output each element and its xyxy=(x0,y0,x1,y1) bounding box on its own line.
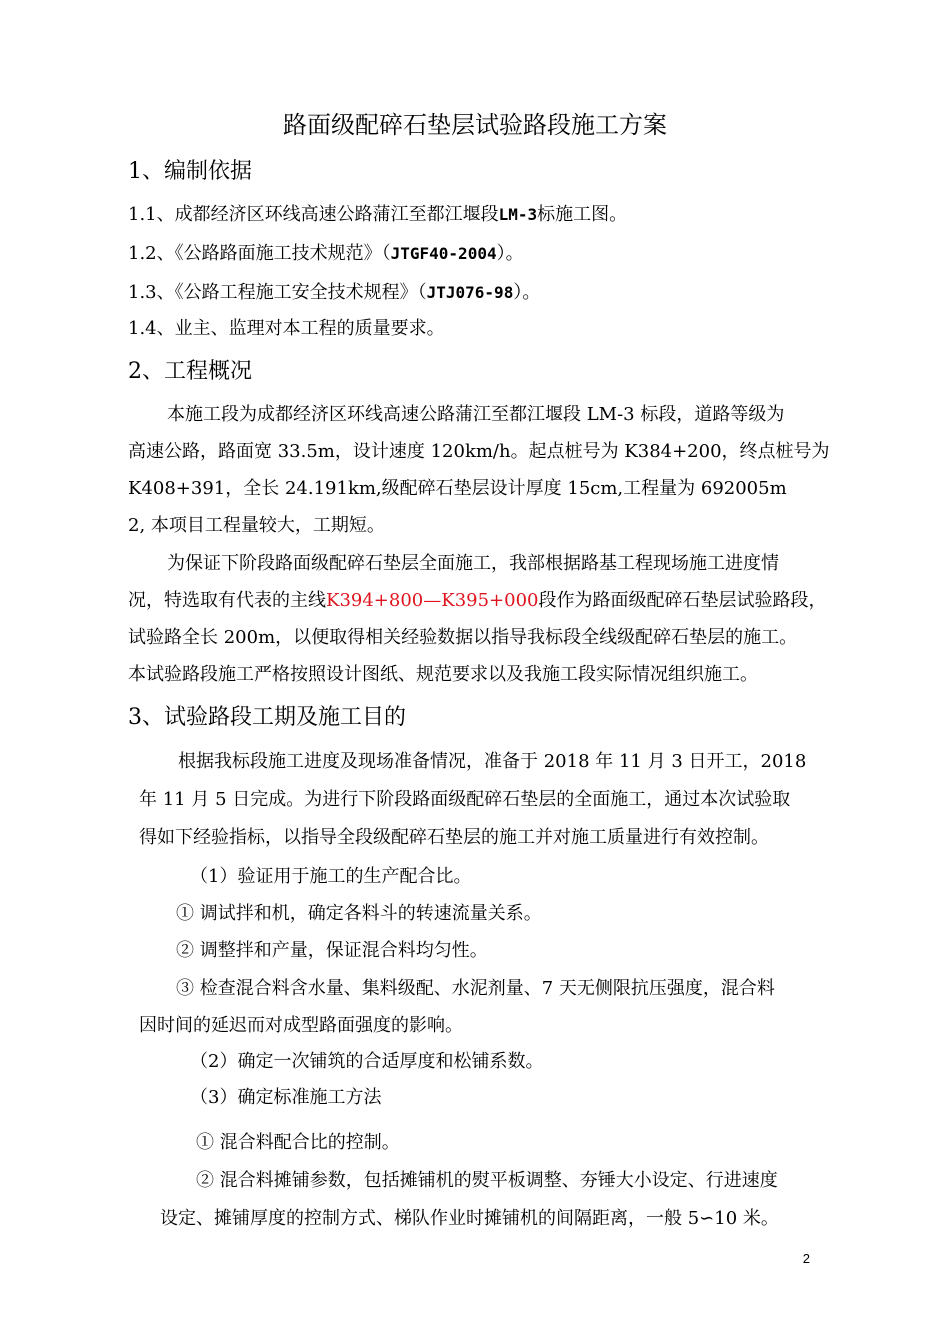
list-item-3: （3）确定标准施工方法 xyxy=(190,1087,382,1108)
highlighted-station-range: K394+800—K395+000 xyxy=(326,590,539,611)
item-2-text: 1.2、《公路路面施工技术规范》（ xyxy=(128,243,391,264)
line-text: 况，特选取有代表的主线 xyxy=(128,590,326,611)
section-3-heading: 3、试验路段工期及施工目的 xyxy=(128,705,406,730)
section-2-paragraph-1-line-3: K408+391，全长 24.191km,级配碎石垫层设计厚度 15cm,工程量为 692005m xyxy=(128,478,787,499)
list-item-2: （2）确定一次铺筑的合适厚度和松铺系数。 xyxy=(190,1051,544,1072)
list-item-3a: ① 混合料配合比的控制。 xyxy=(196,1132,400,1153)
item-1-suffix: 标施工图。 xyxy=(537,204,628,225)
page-number: 2 xyxy=(802,1251,810,1266)
section-3-paragraph-line-3: 得如下经验指标，以指导全段级配碎石垫层的施工并对施工质量进行有效控制。 xyxy=(139,827,769,848)
item-3-suffix: ）。 xyxy=(513,282,541,303)
section-2-paragraph-2-line-3: 试验路全长 200m，以便取得相关经验数据以指导我标段全线级配碎石垫层的施工。 xyxy=(128,627,798,648)
section-2-paragraph-2-line-4: 本试验路段施工严格按照设计图纸、规范要求以及我施工段实际情况组织施工。 xyxy=(128,664,758,685)
document-title: 路面级配碎石垫层试验路段施工方案 xyxy=(283,111,667,139)
list-item-1a: ① 调试拌和机，确定各料斗的转速流量关系。 xyxy=(176,903,542,924)
section-1-item-2 xyxy=(128,242,524,266)
section-2-paragraph-2-line-1: 为保证下阶段路面级配碎石垫层全面施工，我部根据路基工程现场施工进度情 xyxy=(167,553,779,574)
list-item-1b: ② 调整拌和产量，保证混合料均匀性。 xyxy=(176,940,488,961)
section-1-heading: 1、编制依据 xyxy=(128,159,252,184)
item-3-text: 1.3、《公路工程施工安全技术规程》（ xyxy=(128,282,427,303)
section-1-item-1 xyxy=(128,203,627,227)
section-2-paragraph-1-line-1: 本施工段为成都经济区环线高速公路蒲江至都江堰段 LM-3 标段，道路等级为 xyxy=(167,404,785,425)
list-item-1c-line-2: 因时间的延迟而对成型路面强度的影响。 xyxy=(139,1015,463,1036)
section-3-paragraph-line-1: 根据我标段施工进度及现场准备情况，准备于 2018 年 11 月 3 日开工，2018 xyxy=(178,751,807,772)
list-item-3b-line-1: ② 混合料摊铺参数，包括摊铺机的熨平板调整、夯锤大小设定、行进速度 xyxy=(196,1170,778,1191)
line-suffix: 段作为路面级配碎石垫层试验路段， xyxy=(538,590,827,611)
section-1-item-4: 1.4、业主、监理对本工程的质量要求。 xyxy=(128,318,445,339)
list-item-1: （1）验证用于施工的生产配合比。 xyxy=(190,866,472,887)
item-2-suffix: ）。 xyxy=(496,243,524,264)
list-item-1c-line-1: ③ 检查混合料含水量、集料级配、水泥剂量、7 天无侧限抗压强度，混合料 xyxy=(176,978,775,999)
section-3-paragraph-line-2: 年 11 月 5 日完成。为进行下阶段路面级配碎石垫层的全面施工，通过本次试验取 xyxy=(139,789,791,810)
section-2-paragraph-1-line-2: 高速公路，路面宽 33.5m，设计速度 120km/h。起点桩号为 K384+200，终点桩号为 xyxy=(128,441,830,462)
item-1-code: LM-3 xyxy=(498,205,538,224)
section-1-item-3 xyxy=(128,281,540,305)
item-1-text: 1.1、成都经济区环线高速公路蒲江至都江堰段 xyxy=(128,204,499,225)
section-2-heading: 2、工程概况 xyxy=(128,359,252,384)
section-2-paragraph-1-line-4: 2, 本项目工程量较大，工期短。 xyxy=(128,515,385,536)
item-3-code: JTJ076-98 xyxy=(426,283,514,302)
list-item-3b-line-2: 设定、摊铺厚度的控制方式、梯队作业时摊铺机的间隔距离，一般 5∽10 米。 xyxy=(160,1208,779,1229)
section-2-paragraph-2-line-2 xyxy=(128,589,826,613)
item-2-code: JTGF40-2004 xyxy=(390,244,497,263)
